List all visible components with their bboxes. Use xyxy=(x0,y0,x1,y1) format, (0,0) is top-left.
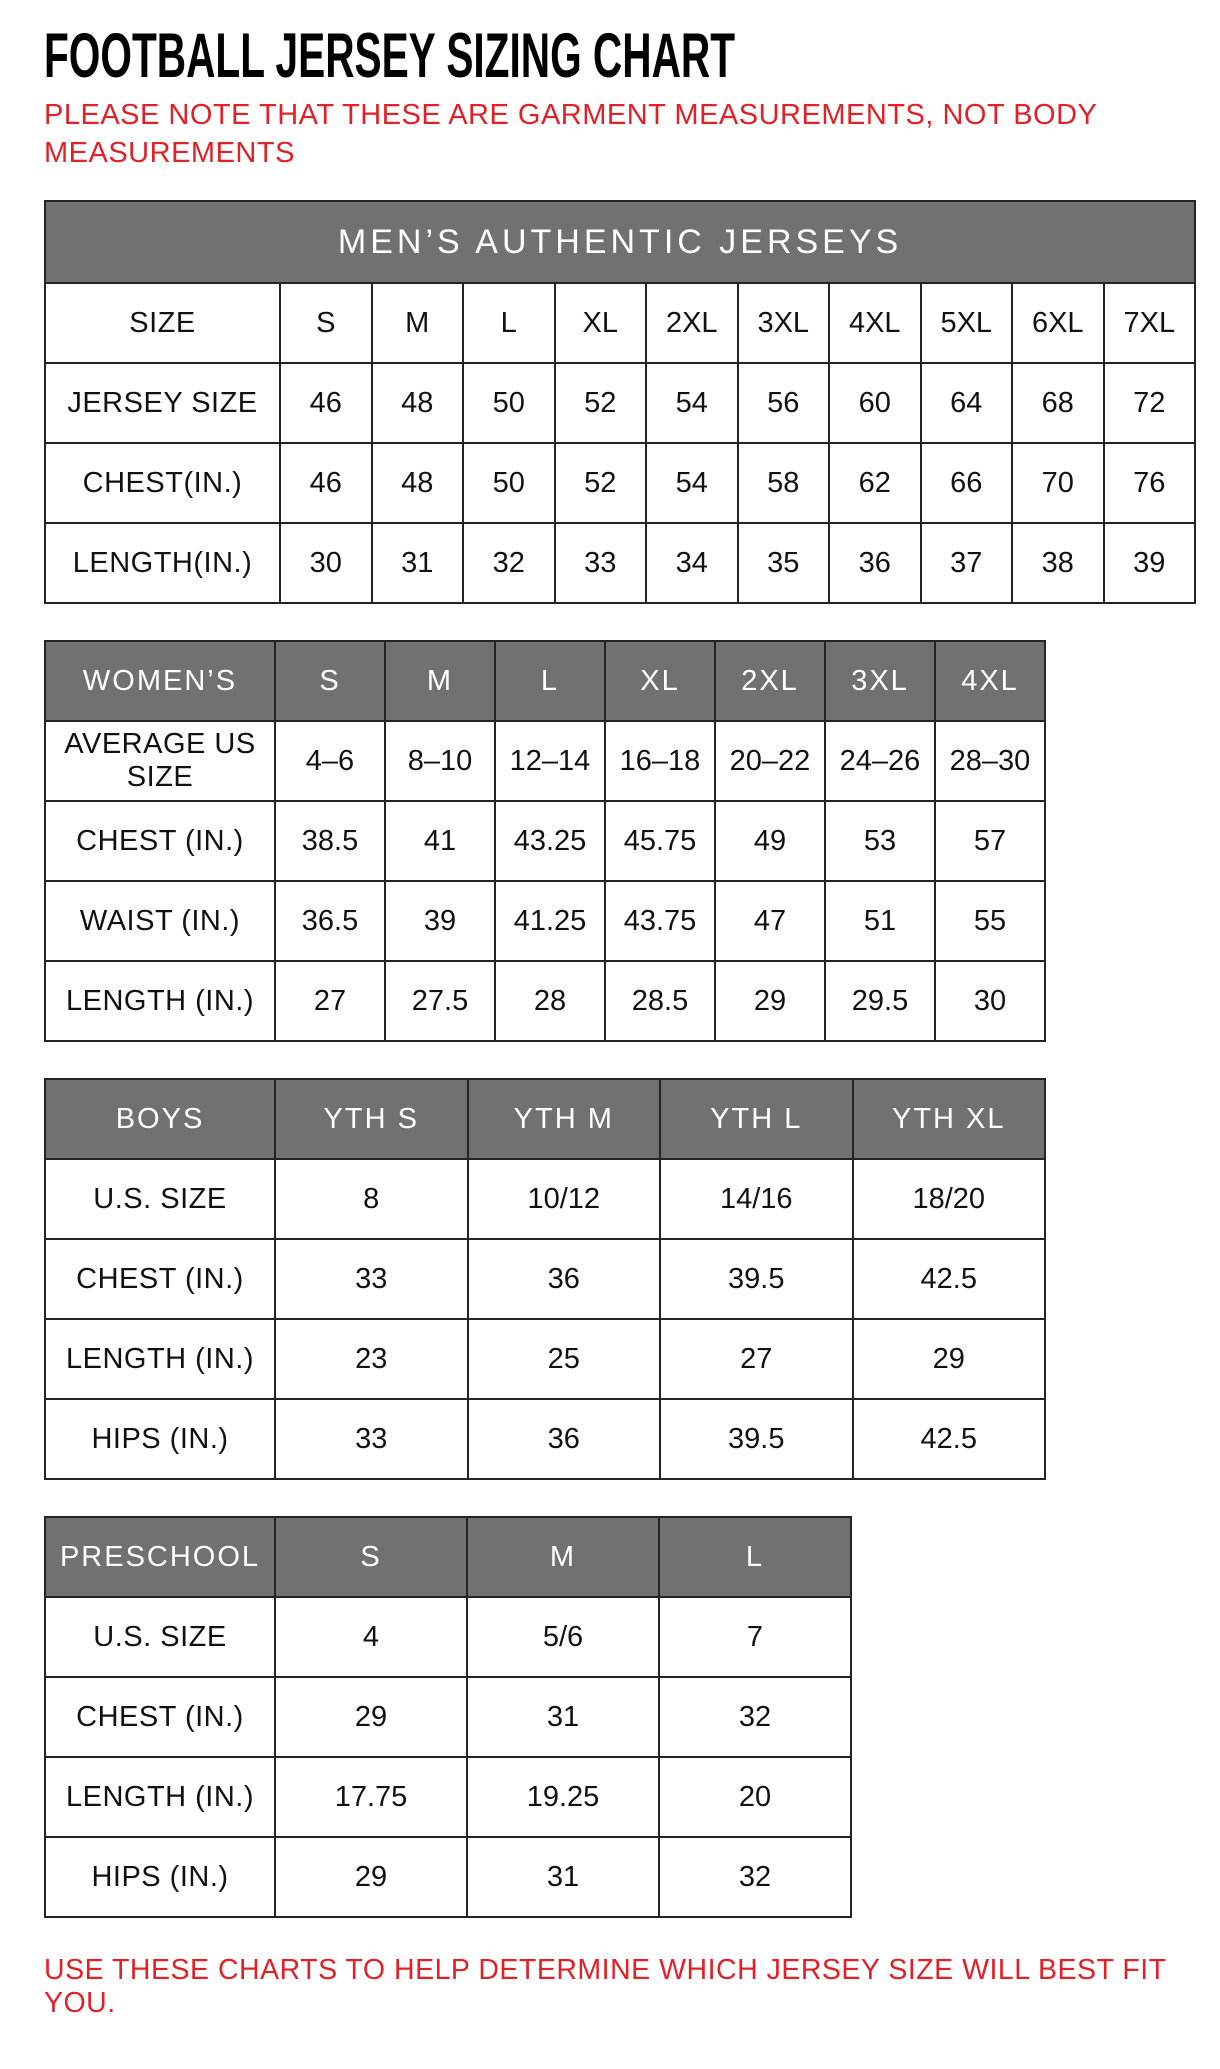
value-cell: 72 xyxy=(1104,363,1196,443)
value-cell: 31 xyxy=(372,523,464,603)
value-cell: 50 xyxy=(463,443,555,523)
value-cell: 20 xyxy=(659,1757,851,1837)
value-cell: 47 xyxy=(715,881,825,961)
value-cell: 32 xyxy=(659,1677,851,1757)
size-header-cell: 3XL xyxy=(825,641,935,721)
value-cell: 5XL xyxy=(921,283,1013,363)
table-row xyxy=(45,881,1045,961)
value-cell: 36 xyxy=(468,1399,661,1479)
value-cell: 4XL xyxy=(829,283,921,363)
value-cell: 29 xyxy=(853,1319,1046,1399)
value-cell: 4 xyxy=(275,1597,467,1677)
row-label: HIPS (IN.) xyxy=(45,1837,275,1917)
table-row xyxy=(45,1239,1045,1319)
table-row xyxy=(45,1597,851,1677)
value-cell: 37 xyxy=(921,523,1013,603)
value-cell: 53 xyxy=(825,801,935,881)
value-cell: 8–10 xyxy=(385,721,495,801)
value-cell: 42.5 xyxy=(853,1239,1046,1319)
value-cell: 54 xyxy=(646,363,738,443)
value-cell: 10/12 xyxy=(468,1159,661,1239)
value-cell: 46 xyxy=(280,443,372,523)
value-cell: 20–22 xyxy=(715,721,825,801)
size-header-cell: S xyxy=(275,641,385,721)
value-cell: 27.5 xyxy=(385,961,495,1041)
size-header-cell: 4XL xyxy=(935,641,1045,721)
value-cell: 39.5 xyxy=(660,1239,853,1319)
value-cell: 29.5 xyxy=(825,961,935,1041)
value-cell: 56 xyxy=(738,363,830,443)
value-cell: 60 xyxy=(829,363,921,443)
value-cell: 18/20 xyxy=(853,1159,1046,1239)
value-cell: 31 xyxy=(467,1677,659,1757)
value-cell: 5/6 xyxy=(467,1597,659,1677)
value-cell: 27 xyxy=(275,961,385,1041)
value-cell: 30 xyxy=(935,961,1045,1041)
tables-container xyxy=(44,200,1220,1918)
row-label: U.S. SIZE xyxy=(45,1159,275,1239)
table-row xyxy=(45,801,1045,881)
value-cell: 55 xyxy=(935,881,1045,961)
table-row xyxy=(45,961,1045,1041)
value-cell: 7 xyxy=(659,1597,851,1677)
row-label: SIZE xyxy=(45,283,280,363)
row-label: LENGTH (IN.) xyxy=(45,1757,275,1837)
table-row xyxy=(45,523,1195,603)
value-cell: 29 xyxy=(715,961,825,1041)
boys-table-section xyxy=(44,1078,1220,1480)
table-row xyxy=(45,1677,851,1757)
value-cell: 32 xyxy=(463,523,555,603)
value-cell: 14/16 xyxy=(660,1159,853,1239)
row-label: U.S. SIZE xyxy=(45,1597,275,1677)
value-cell: 43.75 xyxy=(605,881,715,961)
value-cell: 43.25 xyxy=(495,801,605,881)
womens-header-row xyxy=(45,641,1045,721)
size-header-cell: XL xyxy=(605,641,715,721)
row-label: CHEST(IN.) xyxy=(45,443,280,523)
value-cell: 41 xyxy=(385,801,495,881)
value-cell: 28–30 xyxy=(935,721,1045,801)
row-label: CHEST (IN.) xyxy=(45,801,275,881)
preschool-table xyxy=(44,1516,852,1918)
table-row xyxy=(45,283,1195,363)
value-cell: 46 xyxy=(280,363,372,443)
womens-table xyxy=(44,640,1046,1042)
table-row xyxy=(45,443,1195,523)
value-cell: 23 xyxy=(275,1319,468,1399)
value-cell: 54 xyxy=(646,443,738,523)
value-cell: 7XL xyxy=(1104,283,1196,363)
womens-table-section xyxy=(44,640,1220,1042)
value-cell: 30 xyxy=(280,523,372,603)
value-cell: 52 xyxy=(555,443,647,523)
table-row xyxy=(45,1757,851,1837)
row-label: LENGTH(IN.) xyxy=(45,523,280,603)
value-cell: 3XL xyxy=(738,283,830,363)
table-row xyxy=(45,1319,1045,1399)
value-cell: 52 xyxy=(555,363,647,443)
size-header-cell: YTH XL xyxy=(853,1079,1046,1159)
value-cell: 33 xyxy=(275,1239,468,1319)
value-cell: 39 xyxy=(385,881,495,961)
value-cell: 8 xyxy=(275,1159,468,1239)
mens-table xyxy=(44,200,1196,604)
boys-header-label: BOYS xyxy=(45,1079,275,1159)
value-cell: 19.25 xyxy=(467,1757,659,1837)
mens-banner-row xyxy=(45,201,1195,283)
value-cell: 64 xyxy=(921,363,1013,443)
value-cell: 28 xyxy=(495,961,605,1041)
size-header-cell: YTH M xyxy=(468,1079,661,1159)
size-header-cell: L xyxy=(495,641,605,721)
value-cell: 76 xyxy=(1104,443,1196,523)
table-row xyxy=(45,363,1195,443)
size-header-cell: YTH L xyxy=(660,1079,853,1159)
value-cell: 36 xyxy=(829,523,921,603)
size-header-cell: 2XL xyxy=(715,641,825,721)
row-label: LENGTH (IN.) xyxy=(45,961,275,1041)
row-label: WAIST (IN.) xyxy=(45,881,275,961)
womens-header-label: WOMEN’S xyxy=(45,641,275,721)
size-header-cell: M xyxy=(385,641,495,721)
table-row xyxy=(45,1837,851,1917)
table-row xyxy=(45,1399,1045,1479)
size-header-cell: M xyxy=(467,1517,659,1597)
table-row xyxy=(45,721,1045,801)
row-label: CHEST (IN.) xyxy=(45,1677,275,1757)
size-header-cell: S xyxy=(275,1517,467,1597)
measurements-note: PLEASE NOTE THAT THESE ARE GARMENT MEASUREMENTS, NOT BODY MEASUREMENTS xyxy=(44,99,1097,169)
value-cell: 45.75 xyxy=(605,801,715,881)
value-cell: 48 xyxy=(372,443,464,523)
value-cell: 4–6 xyxy=(275,721,385,801)
value-cell: 39 xyxy=(1104,523,1196,603)
value-cell: 17.75 xyxy=(275,1757,467,1837)
value-cell: 68 xyxy=(1012,363,1104,443)
value-cell: 33 xyxy=(555,523,647,603)
size-header-cell: YTH S xyxy=(275,1079,468,1159)
value-cell: 34 xyxy=(646,523,738,603)
value-cell: 36.5 xyxy=(275,881,385,961)
value-cell: 31 xyxy=(467,1837,659,1917)
value-cell: 38 xyxy=(1012,523,1104,603)
value-cell: 6XL xyxy=(1012,283,1104,363)
value-cell: 29 xyxy=(275,1677,467,1757)
value-cell: 42.5 xyxy=(853,1399,1046,1479)
row-label: JERSEY SIZE xyxy=(45,363,280,443)
preschool-header-label: PRESCHOOL xyxy=(45,1517,275,1597)
value-cell: 41.25 xyxy=(495,881,605,961)
row-label: HIPS (IN.) xyxy=(45,1399,275,1479)
value-cell: 66 xyxy=(921,443,1013,523)
table-row xyxy=(45,1159,1045,1239)
value-cell: 62 xyxy=(829,443,921,523)
row-label: CHEST (IN.) xyxy=(45,1239,275,1319)
page-title: FOOTBALL JERSEY SIZING CHART xyxy=(44,21,736,92)
value-cell: S xyxy=(280,283,372,363)
row-label: LENGTH (IN.) xyxy=(45,1319,275,1399)
value-cell: 50 xyxy=(463,363,555,443)
footer-note: USE THESE CHARTS TO HELP DETERMINE WHICH JERSEY SIZE WILL BEST FIT YOU. xyxy=(44,1954,1167,2020)
value-cell: 2XL xyxy=(646,283,738,363)
value-cell: 24–26 xyxy=(825,721,935,801)
value-cell: L xyxy=(463,283,555,363)
value-cell: 51 xyxy=(825,881,935,961)
value-cell: 32 xyxy=(659,1837,851,1917)
value-cell: 12–14 xyxy=(495,721,605,801)
value-cell: 39.5 xyxy=(660,1399,853,1479)
boys-table xyxy=(44,1078,1046,1480)
boys-header-row xyxy=(45,1079,1045,1159)
value-cell: 27 xyxy=(660,1319,853,1399)
value-cell: 33 xyxy=(275,1399,468,1479)
value-cell: 25 xyxy=(468,1319,661,1399)
mens-table-section xyxy=(44,200,1220,604)
value-cell: 16–18 xyxy=(605,721,715,801)
value-cell: 57 xyxy=(935,801,1045,881)
value-cell: 48 xyxy=(372,363,464,443)
value-cell: 38.5 xyxy=(275,801,385,881)
value-cell: 70 xyxy=(1012,443,1104,523)
value-cell: 29 xyxy=(275,1837,467,1917)
value-cell: 49 xyxy=(715,801,825,881)
value-cell: 28.5 xyxy=(605,961,715,1041)
preschool-header-row xyxy=(45,1517,851,1597)
value-cell: 58 xyxy=(738,443,830,523)
value-cell: XL xyxy=(555,283,647,363)
value-cell: 36 xyxy=(468,1239,661,1319)
preschool-table-section xyxy=(44,1516,1220,1918)
row-label: AVERAGE US SIZE xyxy=(45,721,275,801)
mens-banner: MEN’S AUTHENTIC JERSEYS xyxy=(45,201,1195,283)
size-header-cell: L xyxy=(659,1517,851,1597)
value-cell: M xyxy=(372,283,464,363)
value-cell: 35 xyxy=(738,523,830,603)
